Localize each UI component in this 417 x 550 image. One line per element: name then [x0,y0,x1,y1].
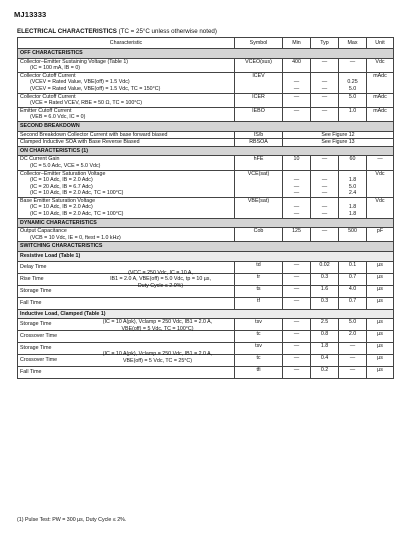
inductive-conditions-100c [80,319,235,332]
icev-max-2: 5.0 [348,85,357,92]
icev-symbol: ICEV [235,72,283,93]
cob-unit: pF [367,228,394,242]
rbsoa-value: See Figure 13 [283,139,394,147]
cob-symbol: Cob [235,228,283,242]
fall-time-typ: 0.3 [311,297,339,309]
inductive-storage-time-typ: 2.5 [311,319,339,331]
table-row-inductive-fall-time [18,367,394,379]
vcesat-name: Collector–Emitter Saturation Voltage [20,170,106,177]
vcesat-condition-1: (IC = 10 Adc, IB = 2.0 Adc) [30,177,93,184]
isb-symbol: IS/b [235,131,283,139]
inductive-crossover-time-symbol: tc [235,331,283,343]
inductive-condition-a1: (IC = 10 A(pk), Vclamp = 250 Vdc, IB1 = 2.0 A, [102,319,213,326]
inductive-storage-time-25c-max: — [339,343,367,355]
header-typ: Typ [311,38,339,49]
table-row-vbesat [18,197,394,218]
vcesat-max-1: 1.8 [348,177,357,184]
vcesat-typ-3: — [321,190,328,197]
vcesat-min-1: — [293,177,300,184]
delay-time-typ: 0.02 [311,261,339,273]
icer-symbol: ICER [235,93,283,107]
table-row-fall-time [18,297,394,309]
vceo-symbol: VCEO(sus) [235,58,283,72]
sheet-title-condition: (TC = 25°C unless otherwise noted) [118,28,217,35]
rbsoa-name: Clamped Inductive SOA with Base Reverse Biased [18,139,235,147]
vcesat-max-2: 5.0 [348,183,357,190]
icer-condition: (VCE = Rated VCEV, RBE = 50 Ω, TC = 100°C) [30,100,143,107]
inductive-crossover-time-25c-typ: 0.4 [311,355,339,367]
hfe-condition: (IC = 5.0 Adc, VCE = 5.0 Vdc) [30,162,101,169]
inductive-fall-time-max: — [339,367,367,379]
vbesat-max-2: 1.8 [348,211,357,218]
vceo-name: Collector–Emitter Sustaining Voltage (Table 1) [20,58,129,65]
cob-typ: — [311,228,339,242]
table-row-vcesat [18,170,394,197]
vcesat-symbol: VCE(sat) [235,170,283,197]
icev-name: Collector Cutoff Current [20,72,76,79]
table-row-isb [18,131,394,139]
icer-min: — [283,93,311,107]
rise-time-unit: µs [367,273,394,285]
inductive-storage-time-25c-typ: 1.8 [311,343,339,355]
inductive-crossover-time-min: — [283,331,311,343]
electrical-characteristics-table [17,37,394,379]
isb-name: Second Breakdown Collector Current with base forward biased [18,131,235,139]
section-second-breakdown: SECOND BREAKDOWN [18,121,394,131]
inductive-crossover-time-25c-max: — [339,355,367,367]
storage-time-unit: µs [367,285,394,297]
inductive-crossover-time-unit: µs [367,331,394,343]
section-off-characteristics: OFF CHARACTERISTICS [18,49,394,59]
vcesat-condition-2: (IC = 20 Adc, IB = 6.7 Adc) [30,183,93,190]
vcesat-typ-2: — [321,183,328,190]
icev-min-1: — [293,79,300,86]
hfe-min: 10 [283,156,311,170]
fall-time-unit: µs [367,297,394,309]
inductive-condition-b1: (IC = 10 A(pk), Vclamp = 250 Vdc, IB1 = 2.0 A, [102,351,213,358]
vcesat-condition-3: (IC = 10 Adc, IB = 2.0 Adc, TC = 100°C) [30,190,124,197]
hfe-max: 60 [339,156,367,170]
table-row-storage-time-sv-100c [18,319,394,331]
vceo-typ: — [311,58,339,72]
cob-condition: (VCB = 10 Vdc, IE = 0, ftest = 1.0 kHz) [30,234,121,241]
inductive-storage-time-symbol: tsv [235,319,283,331]
rise-time-symbol: tr [235,273,283,285]
table-row-icev [18,72,394,93]
fall-time-name: Fall Time [20,299,42,306]
inductive-fall-time-symbol: tfi [235,367,283,379]
table-row-hfe [18,156,394,170]
resistive-condition-3: Duty Cycle ≤ 2.0%) [137,282,184,289]
inductive-storage-time-25c-symbol: tsv [235,343,283,355]
iebo-max: 1.0 [339,107,367,121]
cob-max: 500 [339,228,367,242]
table-row-icer [18,93,394,107]
vcesat-max-3: 2.4 [348,190,357,197]
inductive-condition-a2: VBE(off) = 5 Vdc, TC = 100°C) [121,325,194,332]
vcesat-min-2: — [293,183,300,190]
inductive-condition-b2: VBE(off) = 5 Vdc, TC = 25°C) [122,357,193,364]
icev-typ-1: — [321,79,328,86]
vbesat-name: Base Emitter Saturation Voltage [20,197,96,204]
resistive-condition-1: (VCC = 250 Vdc, IC = 10 A, [128,269,193,276]
icer-name: Collector Cutoff Current [20,93,76,100]
iebo-name: Emitter Cutoff Current [20,107,72,114]
iebo-unit: mAdc [367,107,394,121]
hfe-unit: — [367,156,394,170]
table-row-crossover-time-25c [18,355,394,367]
storage-time-max: 4.0 [339,285,367,297]
icev-max-1: 0.25 [347,79,358,86]
inductive-crossover-time-25c-unit: µs [367,355,394,367]
icev-condition-1: (VCEV = Rated Value, VBE(off) = 1.5 Vdc) [30,79,130,86]
section-switching-characteristics: SWITCHING CHARACTERISTICS [18,242,394,252]
table-row-rbsoa [18,139,394,147]
iebo-min: — [283,107,311,121]
table-row-vceo [18,58,394,72]
icev-min-2: — [293,85,300,92]
rise-time-name: Rise Time [20,275,44,282]
header-symbol: Symbol [235,38,283,49]
vceo-unit: Vdc [367,58,394,72]
iebo-condition: (VEB = 6.0 Vdc, IC = 0) [30,114,86,121]
vcesat-unit: Vdc [367,170,394,197]
storage-time-min: — [283,285,311,297]
inductive-crossover-time-typ: 0.8 [311,331,339,343]
inductive-conditions-25c [80,351,235,364]
table-row-iebo [18,107,394,121]
subsection-resistive-load: Resistive Load (Table 1) [18,252,394,262]
hfe-typ: — [311,156,339,170]
rise-time-min: — [283,273,311,285]
sheet-title-text: ELECTRICAL CHARACTERISTICS [17,28,117,35]
vceo-condition: (IC = 100 mA, IB = 0) [30,65,81,72]
inductive-fall-time-typ: 0.2 [311,367,339,379]
delay-time-max: 0.1 [339,261,367,273]
delay-time-symbol: td [235,261,283,273]
header-characteristic: Characteristic [18,38,235,49]
cob-name: Output Capacitance [20,228,67,235]
fall-time-max: 0.7 [339,297,367,309]
vbesat-condition-1: (IC = 10 Adc, IB = 2.0 Adc) [30,204,93,211]
delay-time-unit: µs [367,261,394,273]
table-row-rise-time [18,273,394,285]
part-number: MJ13333 [14,10,47,19]
table-row-crossover-time-100c [18,331,394,343]
vcesat-min-3: — [293,190,300,197]
icer-unit: mAdc [367,93,394,107]
inductive-crossover-time-25c-min: — [283,355,311,367]
section-dynamic-characteristics: DYNAMIC CHARACTERISTICS [18,218,394,228]
vcesat-typ-1: — [321,177,328,184]
storage-time-name: Storage Time [20,287,52,294]
fall-time-min: — [283,297,311,309]
inductive-storage-time-25c-name: Storage Time [20,345,52,352]
hfe-symbol: hFE [235,156,283,170]
vceo-max: — [339,58,367,72]
inductive-fall-time-min: — [283,367,311,379]
inductive-fall-time-unit: µs [367,367,394,379]
section-on-characteristics: ON CHARACTERISTICS (1) [18,146,394,156]
inductive-storage-time-max: 5.0 [339,319,367,331]
icev-unit: mAdc [367,72,394,93]
icev-typ-2: — [321,85,328,92]
inductive-crossover-time-25c-name: Crossover Time [20,357,58,364]
inductive-crossover-time-max: 2.0 [339,331,367,343]
header-unit: Unit [367,38,394,49]
iebo-typ: — [311,107,339,121]
inductive-storage-time-min: — [283,319,311,331]
fall-time-symbol: tf [235,297,283,309]
icer-max: 5.0 [339,93,367,107]
vbesat-min-2: — [293,211,300,218]
delay-time-min: — [283,261,311,273]
vbesat-symbol: VBE(sat) [235,197,283,218]
vbesat-max-1: 1.8 [348,204,357,211]
icer-typ: — [311,93,339,107]
vbesat-min-1: — [293,204,300,211]
iebo-symbol: IEBO [235,107,283,121]
rise-time-typ: 0.3 [311,273,339,285]
isb-value: See Figure 12 [283,131,394,139]
footnote: (1) Pulse Test: PW = 300 µs, Duty Cycle ≤ 2%. [17,517,127,523]
inductive-storage-time-25c-unit: µs [367,343,394,355]
header-min: Min [283,38,311,49]
vbesat-typ-1: — [321,204,328,211]
inductive-fall-time-name: Fall Time [20,369,42,376]
cob-min: 125 [283,228,311,242]
vbesat-typ-2: — [321,211,328,218]
vbesat-condition-2: (IC = 10 Adc, IB = 2.0 Adc, TC = 100°C) [30,211,124,218]
inductive-crossover-time-name: Crossover Time [20,333,58,340]
storage-time-typ: 1.6 [311,285,339,297]
inductive-crossover-time-25c-symbol: tc [235,355,283,367]
vbesat-unit: Vdc [367,197,394,218]
subsection-inductive-load: Inductive Load, Clamped (Table 1) [18,309,394,319]
resistive-conditions [88,270,233,290]
table-header-row [18,38,394,49]
rise-time-max: 0.7 [339,273,367,285]
inductive-storage-time-25c-min: — [283,343,311,355]
inductive-storage-time-unit: µs [367,319,394,331]
inductive-storage-time-name: Storage Time [20,321,52,328]
sheet-title [17,28,217,35]
hfe-name: DC Current Gain [20,156,60,163]
resistive-condition-2: IB1 = 2.0 A, VBE(off) = 5.0 Vdc, tp = 10 µs, [110,276,211,283]
delay-time-name: Delay Time [20,263,47,270]
rbsoa-symbol: RBSOA [235,139,283,147]
table-row-cob [18,228,394,242]
vceo-min: 400 [283,58,311,72]
icev-condition-2: (VCEV = Rated Value, VBE(off) = 1.5 Vdc, TC = 150°C) [30,85,161,92]
header-max: Max [339,38,367,49]
storage-time-symbol: ts [235,285,283,297]
